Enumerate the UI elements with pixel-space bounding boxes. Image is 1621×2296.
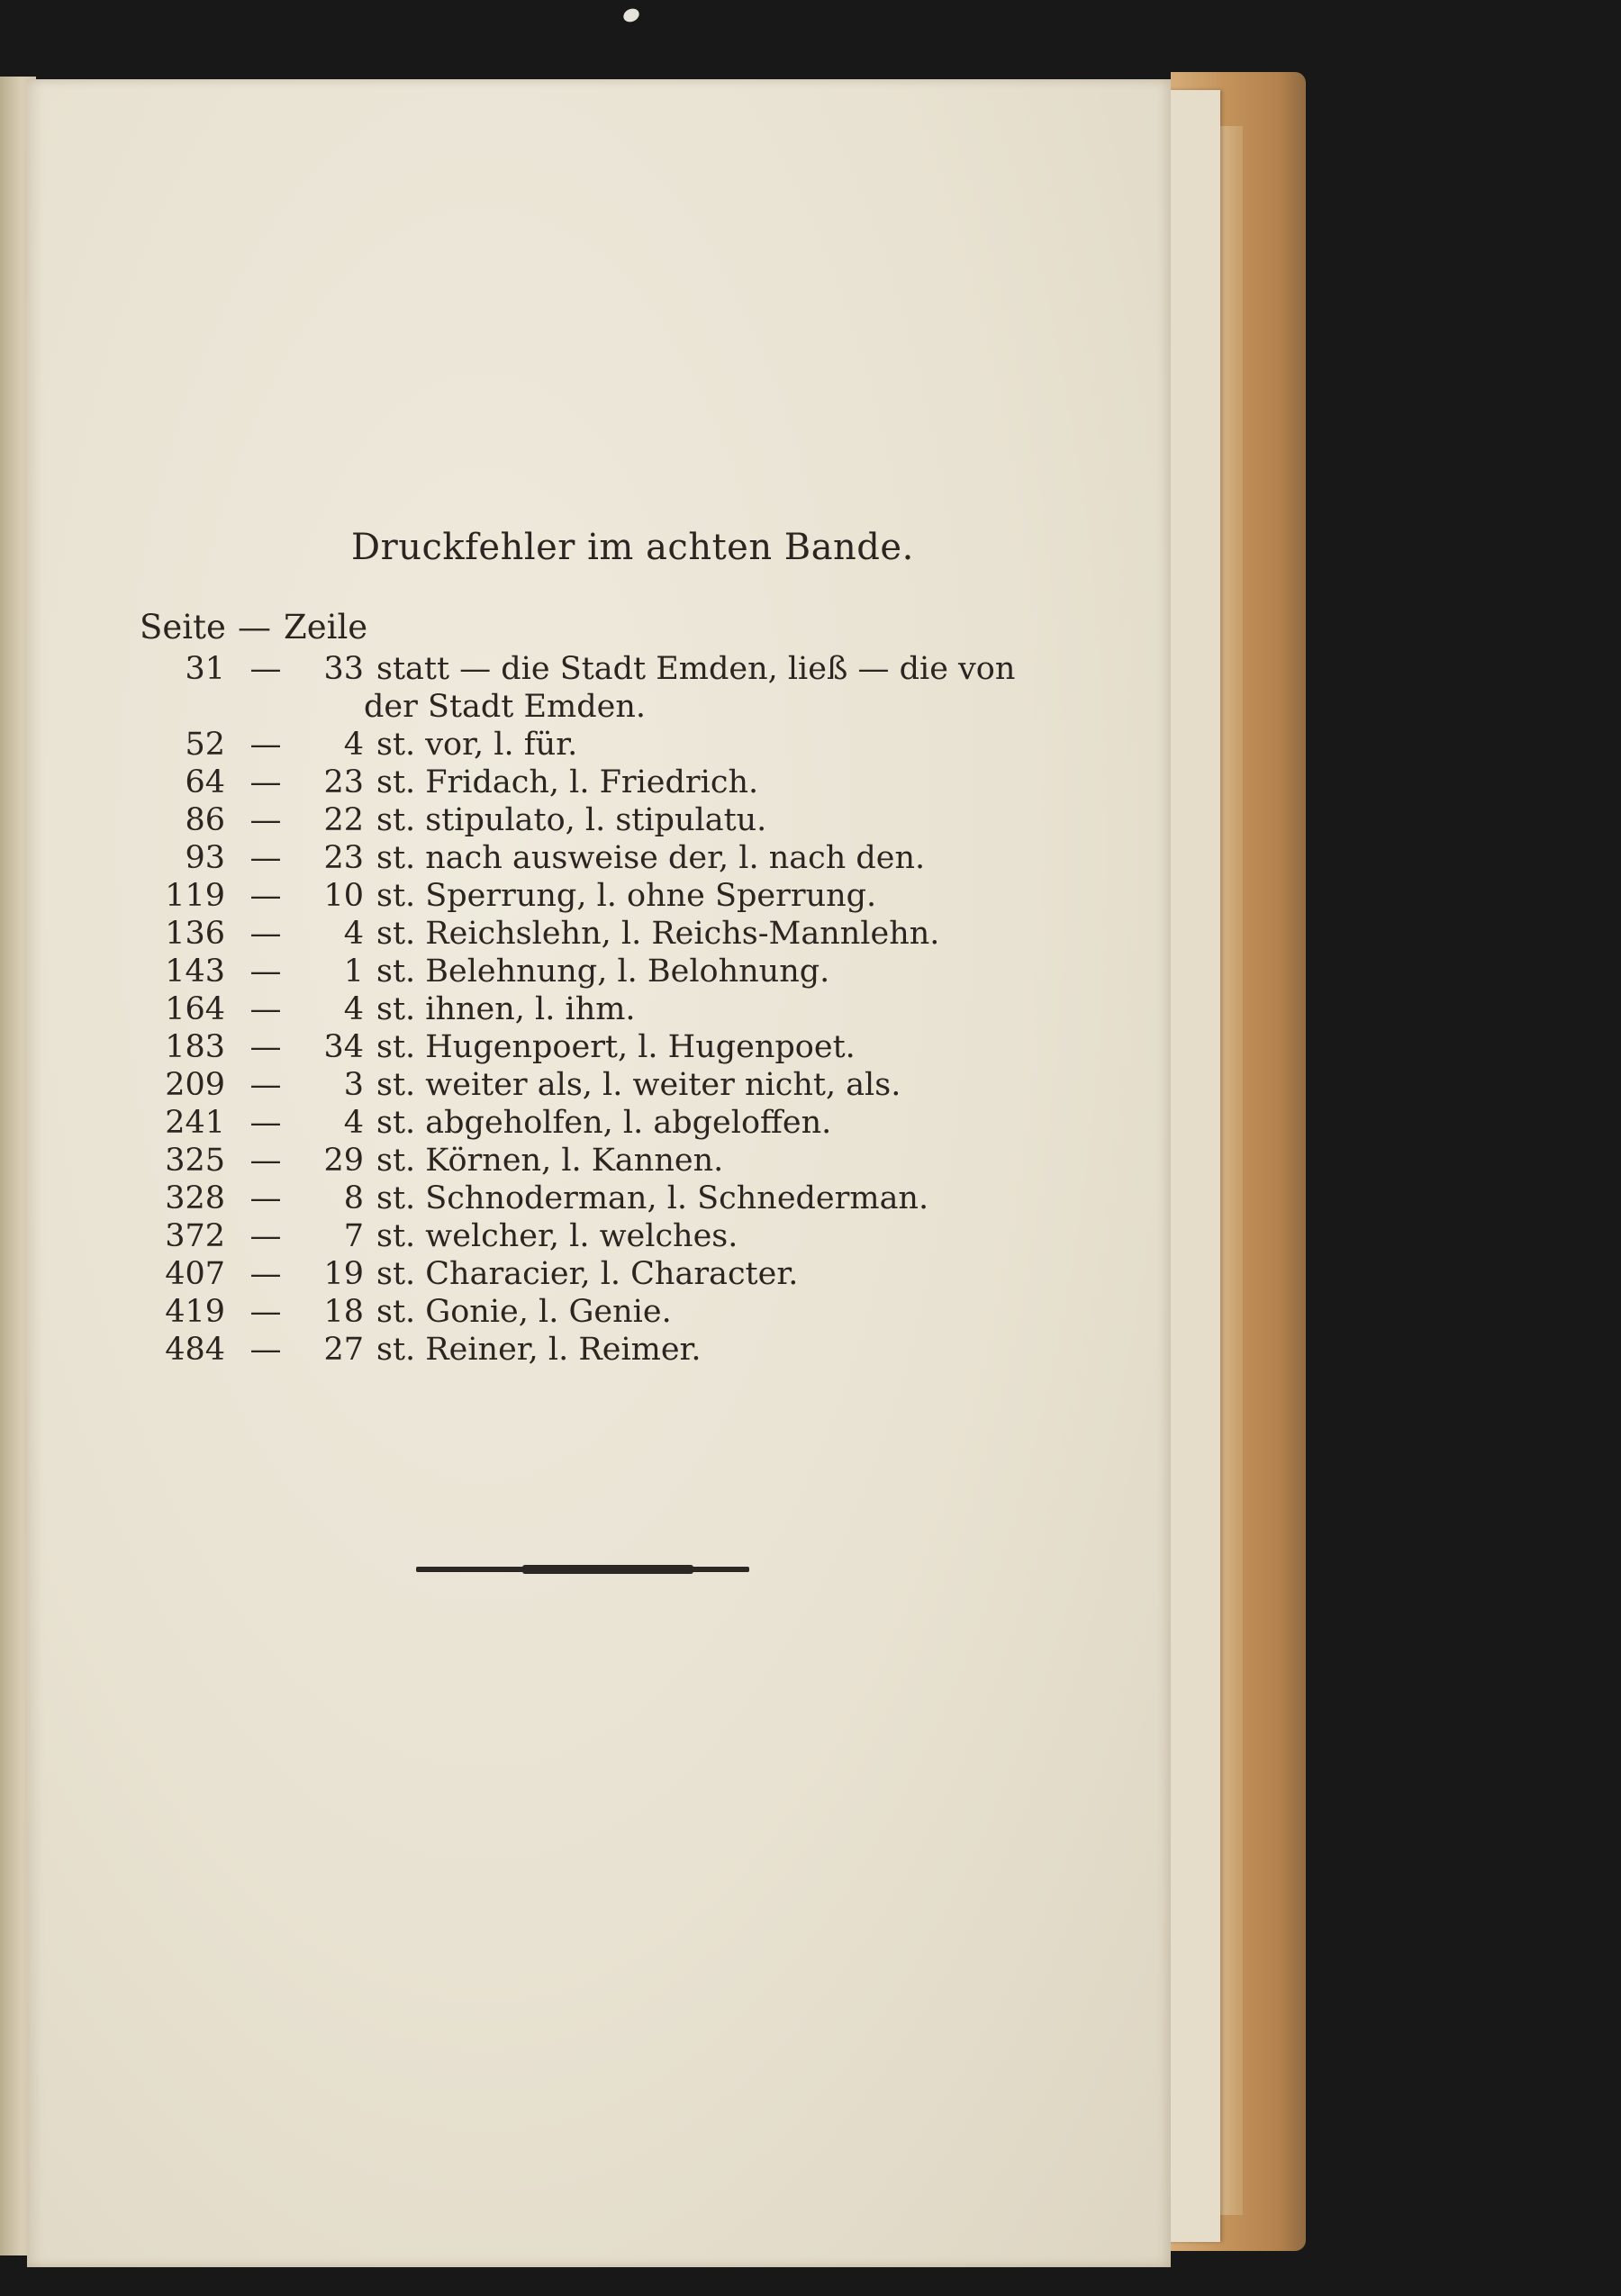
errata-row <box>135 1028 1063 1066</box>
errata-row <box>135 764 1063 801</box>
line-number: 10 <box>323 878 364 914</box>
line-number: 23 <box>323 764 364 800</box>
closing-rule-center <box>522 1565 693 1574</box>
correction-text: st. Körnen, l. Kannen. <box>376 1143 724 1179</box>
row-dash: — <box>249 1067 282 1103</box>
page-number: 325 <box>165 1143 225 1179</box>
correction-text: st. Fridach, l. Friedrich. <box>376 764 759 800</box>
row-dash: — <box>249 1332 282 1368</box>
errata-row <box>135 801 1063 839</box>
correction-continuation: der Stadt Emden. <box>364 689 647 725</box>
seite-header: Seite <box>140 608 226 646</box>
correction-text: st. vor, l. für. <box>376 727 578 763</box>
page-number: 241 <box>165 1105 225 1141</box>
line-number: 7 <box>343 1218 364 1254</box>
page-number: 484 <box>165 1332 225 1368</box>
errata-row <box>135 1217 1063 1255</box>
correction-text: st. Belehnung, l. Belohnung. <box>376 954 830 990</box>
row-dash: — <box>249 1294 282 1330</box>
row-dash: — <box>249 802 282 838</box>
line-number: 29 <box>323 1143 364 1179</box>
line-number: 8 <box>343 1180 364 1216</box>
page-number: 183 <box>165 1029 225 1065</box>
correction-text: st. Schnoderman, l. Schnederman. <box>376 1180 929 1216</box>
row-dash: — <box>249 1180 282 1216</box>
paper-fleck <box>621 6 641 24</box>
row-dash: — <box>249 916 282 952</box>
row-dash: — <box>249 1029 282 1065</box>
correction-text: st. weiter als, l. weiter nicht, als. <box>376 1067 901 1103</box>
errata-list <box>135 650 1063 1369</box>
row-dash: — <box>249 1105 282 1141</box>
correction-text: st. welcher, l. welches. <box>376 1218 738 1254</box>
page-number: 419 <box>165 1294 225 1330</box>
correction-text: st. abgeholfen, l. abgeloffen. <box>376 1105 832 1141</box>
page-number: 164 <box>165 991 225 1027</box>
page-number: 31 <box>185 651 225 687</box>
errata-row <box>135 1066 1063 1104</box>
line-number: 34 <box>323 1029 364 1065</box>
page-number: 209 <box>165 1067 225 1103</box>
page-title: Druckfehler im achten Bande. <box>351 527 914 568</box>
correction-text: st. nach ausweise der, l. nach den. <box>376 840 926 876</box>
line-number: 1 <box>343 954 364 990</box>
correction-text: st. Hugenpoert, l. Hugenpoet. <box>376 1029 856 1065</box>
row-dash: — <box>249 840 282 876</box>
page-number: 143 <box>165 954 225 990</box>
row-dash: — <box>249 1218 282 1254</box>
errata-column-header <box>140 608 367 646</box>
row-dash: — <box>249 878 282 914</box>
correction-text: st. Characier, l. Character. <box>376 1256 799 1292</box>
line-number: 4 <box>343 991 364 1027</box>
row-dash: — <box>249 727 282 763</box>
errata-row <box>135 953 1063 990</box>
page-number: 64 <box>185 764 225 800</box>
errata-row <box>135 1104 1063 1142</box>
page-number: 52 <box>185 727 225 763</box>
page-number: 407 <box>165 1256 225 1292</box>
line-number: 27 <box>323 1332 364 1368</box>
page-number: 93 <box>185 840 225 876</box>
page-number: 372 <box>165 1218 225 1254</box>
errata-row <box>135 1293 1063 1331</box>
page-number: 328 <box>165 1180 225 1216</box>
row-dash: — <box>249 1256 282 1292</box>
row-dash: — <box>249 764 282 800</box>
line-number: 3 <box>343 1067 364 1103</box>
line-number: 19 <box>323 1256 364 1292</box>
correction-text: st. Sperrung, l. ohne Sperrung. <box>376 878 877 914</box>
errata-row <box>135 726 1063 764</box>
line-number: 22 <box>323 802 364 838</box>
errata-row <box>135 650 1063 688</box>
errata-row <box>135 1180 1063 1217</box>
errata-row <box>135 915 1063 953</box>
correction-text: st. Reichslehn, l. Reichs-Mannlehn. <box>376 916 940 952</box>
page-number: 119 <box>165 878 225 914</box>
errata-row <box>135 1331 1063 1369</box>
row-dash: — <box>249 954 282 990</box>
header-dash: — <box>238 608 271 646</box>
correction-text: st. ihnen, l. ihm. <box>376 991 636 1027</box>
line-number: 4 <box>343 1105 364 1141</box>
page-number: 86 <box>185 802 225 838</box>
row-dash: — <box>249 1143 282 1179</box>
errata-row <box>135 990 1063 1028</box>
errata-row <box>135 1255 1063 1293</box>
errata-row <box>135 877 1063 915</box>
correction-text: statt — die Stadt Emden, ließ — die von <box>376 651 1016 687</box>
row-dash: — <box>249 991 282 1027</box>
line-number: 4 <box>343 727 364 763</box>
errata-row <box>135 1142 1063 1180</box>
line-number: 23 <box>323 840 364 876</box>
line-number: 4 <box>343 916 364 952</box>
correction-text: st. stipulato, l. stipulatu. <box>376 802 767 838</box>
line-number: 18 <box>323 1294 364 1330</box>
correction-text: st. Reiner, l. Reimer. <box>376 1332 702 1368</box>
line-number: 33 <box>323 651 364 687</box>
zeile-header: Zeile <box>284 608 368 646</box>
page-number: 136 <box>165 916 225 952</box>
errata-row <box>135 839 1063 877</box>
row-dash: — <box>249 651 282 687</box>
correction-text: st. Gonie, l. Genie. <box>376 1294 672 1330</box>
